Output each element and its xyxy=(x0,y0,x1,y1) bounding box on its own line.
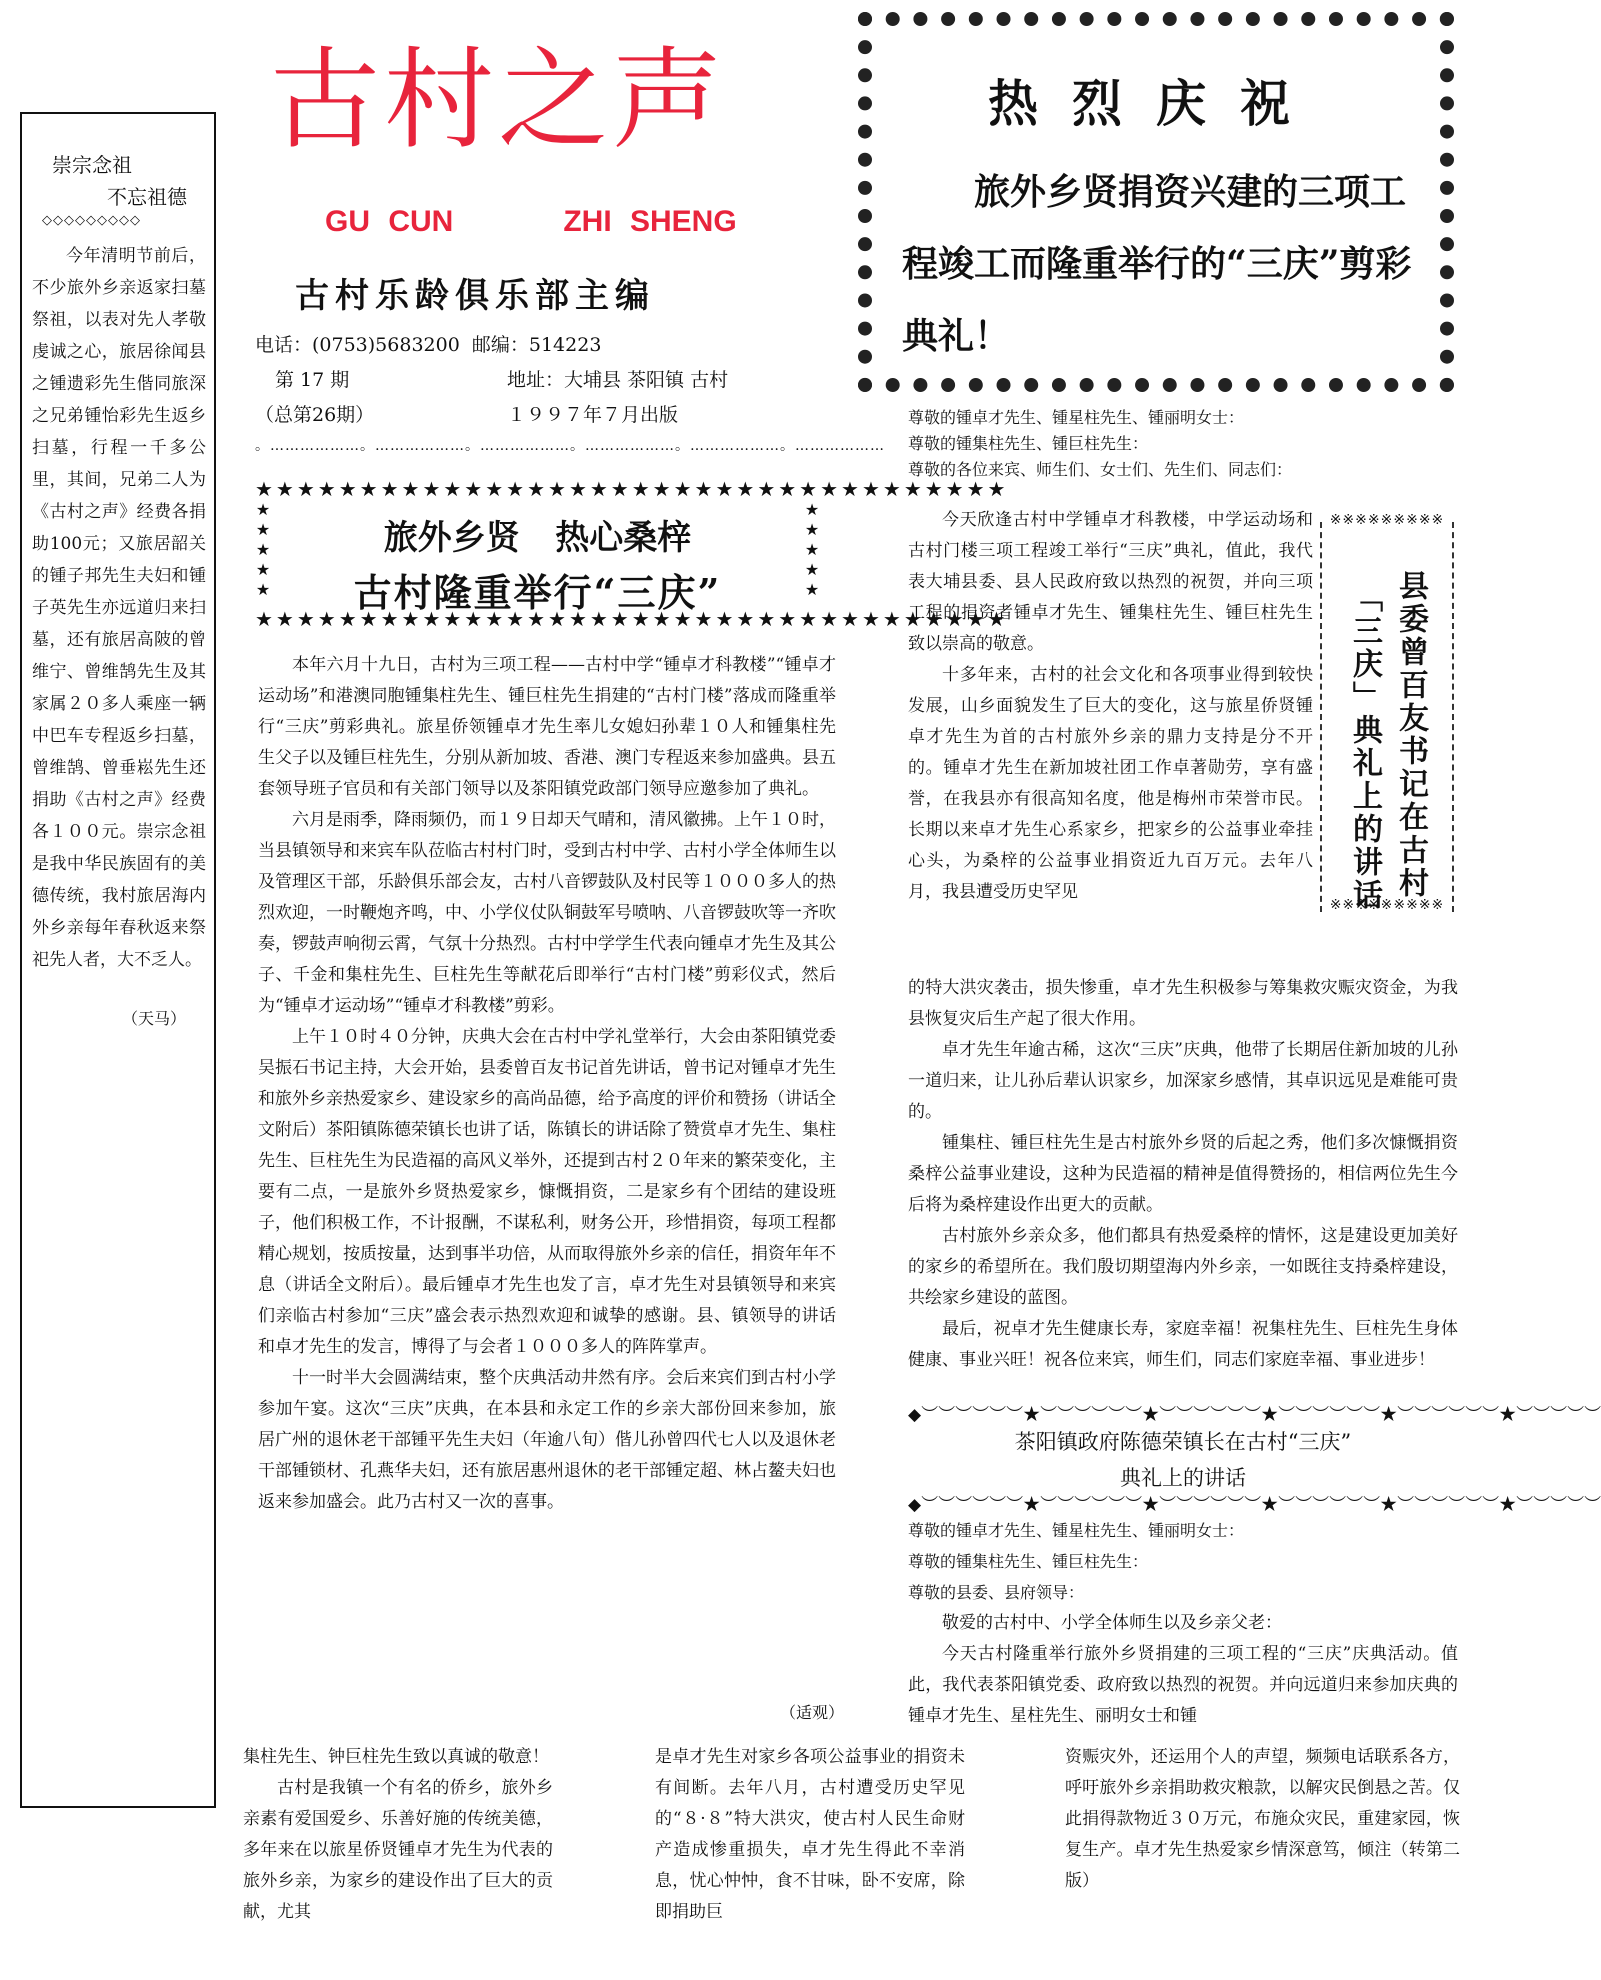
salutation-line: 尊敬的锺卓才先生、锺星柱先生、锺丽明女士： xyxy=(908,408,1245,427)
x-border-top: ※※※※※※※※※ xyxy=(1329,512,1445,528)
celebration-body: 旅外乡贤捐资兴建的三项工程竣工而隆重举行的“三庆”剪彩典礼！ xyxy=(902,171,1412,357)
county-speech-salutations xyxy=(908,405,1468,483)
star-border-right: ★ ★ ★ ★ ★ xyxy=(804,500,820,599)
town-speech-title-1: 茶阳镇政府陈德荣镇长在古村“三庆” xyxy=(1014,1430,1352,1454)
county-speech-lower xyxy=(908,973,1458,1376)
county-speech-paragraph: 今天欣逢古村中学锺卓才科教楼，中学运动场和古村门楼三项工程竣工举行“三庆”典礼，值此，我代表大埔县委、县人民政府致以热烈的祝贺，并向三项工程的捐资者锺卓才先生、锺集柱先生、锺巨柱先生致以崇高的敬意。 xyxy=(908,510,1313,654)
salutation-line: 尊敬的各位来宾、师生们、女士们、先生们、同志们： xyxy=(908,460,1293,479)
main-paragraph: 上午１０时４０分钟，庆典大会在古村中学礼堂举行，大会由茶阳镇党委吴振石书记主持，大会开始，县委曾百友书记首先讲话，曾书记对锺卓才先生和旅外乡亲热爱家乡、建设家乡的高尚品德，给予高度的评价和赞扬（讲话全文附后）茶阳镇陈德荣镇长也讲了话，陈镇长的讲话除了赞赏卓才先生、集柱先生、巨柱先生为民造福的高风义举外，还提到古村２０年来的繁荣变化，主要有二点，一是旅外乡贤热爱家乡，慷慨捐资，二是家乡有个团结的建设班子，他们积极工作，不计报酬，不谋私利，财务公开，珍惜捐资，每项工程都精心规划，按质按量，达到事半功倍，从而取得旅外乡亲的信任，捐资年年不息（讲话全文附后）。最后锺卓才先生也发了言，卓才先生对县镇领导和来宾们亲临古村参加“三庆”盛会表示热烈欢迎和诚挚的感谢。县、镇领导的讲话和卓才先生的发言，博得了与会者１０００多人的阵阵掌声。 xyxy=(258,1027,836,1357)
county-speech-paragraph: 锺集柱、锺巨柱先生是古村旅外乡贤的后起之秀，他们多次慷慨捐资桑梓公益事业建设，这种为民造福的精神是值得赞扬的，相信两位先生今后将为桑梓建设作出更大的贡献。 xyxy=(908,1133,1458,1215)
county-speech-paragraph: 古村旅外乡亲众多，他们都具有热爱桑梓的情怀，这是建设更加美好的家乡的希望所在。我们殷切期望海内外乡亲，一如既往支持桑梓建设，共绘家乡建设的蓝图。 xyxy=(908,1226,1458,1308)
newspaper-pinyin: GU CUN ZHI SHENG xyxy=(325,205,737,238)
headline-line-2: 古村隆重举行“三庆” xyxy=(353,570,722,615)
star-border-left: ★ ★ ★ ★ ★ xyxy=(255,500,271,599)
bottom-paragraph: 资赈灾外，还运用个人的声望，频频电话联系各方，呼吁旅外乡亲捐助救灾粮款，以解灾民倒悬之苦。仅此捐得款物近３０万元，布施众灾民，重建家园，恢复生产。卓才先生热爱家乡情深意笃，倾注（转第二版） xyxy=(1065,1747,1460,1891)
county-speech-title-2: 「三庆」典礼上的讲话 xyxy=(1347,582,1382,912)
county-speech-paragraph: 最后，祝卓才先生健康长寿，家庭幸福！祝集柱先生、巨柱先生身体健康、事业兴旺！祝各位来宾，师生们，同志们家庭幸福、事业进步！ xyxy=(908,1319,1458,1370)
town-speech-title-box xyxy=(908,1400,1601,1515)
bottom-column-1 xyxy=(243,1742,553,1928)
newspaper-title: 古村之声 xyxy=(270,36,726,164)
headline-box xyxy=(255,477,1009,631)
masthead xyxy=(255,30,885,455)
wave-border-top: ◆︶︶︶︶︶︶★︶︶︶︶︶︶★︶︶︶︶︶︶★︶︶︶︶︶︶★︶︶︶︶︶︶★︶︶︶︶︶ xyxy=(908,1405,1601,1425)
left-column-article xyxy=(20,112,216,1808)
x-border-bottom: ※※※※※※※※※ xyxy=(1329,897,1445,913)
celebration-box xyxy=(858,12,1454,392)
phone-postcode: 电话：(0753)5683200 邮编：514223 xyxy=(255,334,602,356)
town-speech-paragraph: 敬爱的古村中、小学全体师生以及乡亲父老： xyxy=(942,1613,1282,1633)
celebration-title: 热烈庆祝 xyxy=(988,74,1324,133)
salutation-line: 尊敬的锺集柱先生、锺巨柱先生： xyxy=(908,434,1149,453)
left-article-author: （天马） xyxy=(121,1009,186,1028)
main-paragraph: 十一时半大会圆满结束，整个庆典活动井然有序。会后来宾们到古村小学参加午宴。这次“三庆”庆典，在本县和永定工作的乡亲大部份回来参加，旅居广州的退休老干部锺平先生夫妇（年逾八旬）偕儿孙曾四代七人以及退休老干部锺锁材、孔燕华夫妇，还有旅居惠州退休的老干部锺定超、林占鳌夫妇也返来参加盛会。此乃古村又一次的喜事。 xyxy=(258,1368,836,1512)
bottom-column-2 xyxy=(655,1742,965,1928)
town-speech-title-2: 典礼上的讲话 xyxy=(1120,1466,1246,1490)
diamond-divider: ◇◇◇◇◇◇◇◇◇ xyxy=(42,213,141,228)
salutation-line: 尊敬的锺集柱先生、锺巨柱先生： xyxy=(908,1552,1149,1571)
main-paragraph: 六月是雨季，降雨频仍，而１９日却天气晴和，清风徽拂。上午１０时，当县镇领导和来宾车队莅临古村村门时，受到古村中学、古村小学全体师生以及管理区干部，乐龄俱乐部会友，古村八音锣鼓队及村民等１０００多人的热烈欢迎，一时鞭炮齐鸣，中、小学仪仗队铜鼓军号喷呐、八音锣鼓吹等一齐吹奏，锣鼓声响彻云霄，气氛十分热烈。古村中学学生代表向锺卓才先生及其公子、千金和集柱先生、巨柱先生等献花后即举行“古村门楼”剪彩仪式，然后为“锺卓才运动场”“锺卓才科教楼”剪彩。 xyxy=(258,810,836,1016)
town-speech xyxy=(908,1515,1458,1732)
bottom-paragraph: 集柱先生、钟巨柱先生致以真诚的敬意！ xyxy=(243,1747,549,1767)
left-article-title-2: 不忘祖德 xyxy=(107,185,187,209)
main-paragraph: 本年六月十九日，古村为三项工程——古村中学“锺卓才科教楼”“锺卓才运动场”和港澳同胞锺集柱先生、锺巨柱先生捐建的“古村门楼”落成而隆重举行“三庆”剪彩典礼。旅星侨领锺卓才先生率儿女媳妇孙辈１０人和锺集柱先生父子以及锺巨柱先生，分别从新加坡、香港、澳门专程返来参加盛典。县五套领导班子官员和有关部门领导以及茶阳镇党政部门领导应邀参加了典礼。 xyxy=(258,655,836,799)
total-issue: （总第26期） xyxy=(255,404,375,426)
salutation-line: 尊敬的县委、县府领导： xyxy=(908,1583,1085,1602)
county-speech-paragraph: 的特大洪灾袭击，损失惨重，卓才先生积极参与筹集救灾赈灾资金，为我县恢复灾后生产起了很大作用。 xyxy=(908,978,1458,1029)
bottom-paragraph: 是卓才先生对家乡各项公益事业的捐资未有间断。去年八月，古村遭受历史罕见的“８·８”特大洪灾，使古村人民生命财产造成惨重损失，卓才先生得此不幸消息，忧心忡忡，食不甘味，卧不安席，除即捐助巨 xyxy=(655,1747,965,1922)
star-border-top: ★★★★★★★★★★★★★★★★★★★★★★★★★★★★★★★★★★★★ xyxy=(255,477,1009,501)
issue-number: 第 17 期 xyxy=(275,369,350,391)
county-speech-title-box xyxy=(1320,512,1454,913)
address: 地址：大埔县 茶阳镇 古村 xyxy=(507,369,729,391)
dotted-divider: 。………………。………………。………………。………………。………………。……………… xyxy=(255,438,885,454)
headline-line-1: 旅外乡贤 热心桑梓 xyxy=(383,518,692,558)
county-speech-paragraph: 十多年来，古村的社会文化和各项事业得到较快发展，山乡面貌发生了巨大的变化，这与旅星侨贤锺卓才先生为首的古村旅外乡亲的鼎力支持是分不开的。锺卓才先生在新加坡社团工作卓著勋劳，享有盛誉，在我县亦有很高知名度，他是梅州市荣誉市民。长期以来卓才先生心系家乡，把家乡的公益事业牵挂心头，为桑梓的公益事业捐资近九百万元。去年八月，我县遭受历史罕见 xyxy=(908,665,1313,902)
main-article xyxy=(258,650,836,1518)
salutation-line: 尊敬的锺卓才先生、锺星柱先生、锺丽明女士： xyxy=(908,1521,1245,1540)
left-article-body: 今年清明节前后，不少旅外乡亲返家扫墓祭祖，以表对先人孝敬虔诚之心，旅居徐闻县之锺遗彩先生偕同旅深之兄弟锺怡彩先生返乡扫墓，行程一千多公里，其间，兄弟二人为《古村之声》经费各捐助100元；又旅居韶关的锺子邦先生夫妇和锺子英先生亦远道归来扫墓，还有旅居高陂的曾维宁、曾维鹄先生及其家属２０多人乘座一辆中巴车专程返乡扫墓，曾维鹄、曾垂崧先生还捐助《古村之声》经费各１００元。崇宗念祖是我中华民族固有的美德传统，我村旅居海内外乡亲每年春秋返来祭祀先人者，大不乏人。 xyxy=(32,246,206,970)
main-article-author: （适观） xyxy=(780,1703,845,1722)
star-border-bottom: ★★★★★★★★★★★★★★★★★★★★★★★★★★★★★★★★★★★★ xyxy=(255,607,1009,631)
publish-date: １９９７年７月出版 xyxy=(507,404,679,426)
county-speech-upper xyxy=(908,505,1313,908)
left-article-title-1: 崇宗念祖 xyxy=(52,153,132,177)
wave-border-bottom: ◆︶︶︶︶︶︶★︶︶︶︶︶︶★︶︶︶︶︶︶★︶︶︶︶︶︶★︶︶︶︶︶︶★︶︶︶︶︶ xyxy=(908,1495,1601,1515)
editor-line: 古村乐龄俱乐部主编 xyxy=(295,276,655,316)
county-speech-title-1: 县委曾百友书记在古村 xyxy=(1393,570,1428,900)
town-speech-title xyxy=(908,1424,1458,1496)
town-speech-paragraph: 今天古村隆重举行旅外乡贤捐建的三项工程的“三庆”庆典活动。值此，我代表茶阳镇党委、政府致以热烈的祝贺。并向远道归来参加庆典的锺卓才先生、星柱先生、丽明女士和锺 xyxy=(908,1644,1458,1726)
county-speech-paragraph: 卓才先生年逾古稀，这次“三庆”庆典，他带了长期居住新加坡的儿孙一道归来，让儿孙后辈认识家乡，加深家乡感情，其卓识远见是难能可贵的。 xyxy=(908,1040,1458,1122)
bottom-column-3 xyxy=(1065,1742,1460,1897)
bottom-paragraph: 古村是我镇一个有名的侨乡，旅外乡亲素有爱国爱乡、乐善好施的传统美德，多年来在以旅星侨贤锺卓才先生为代表的旅外乡亲，为家乡的建设作出了巨大的贡献，尤其 xyxy=(243,1778,553,1922)
